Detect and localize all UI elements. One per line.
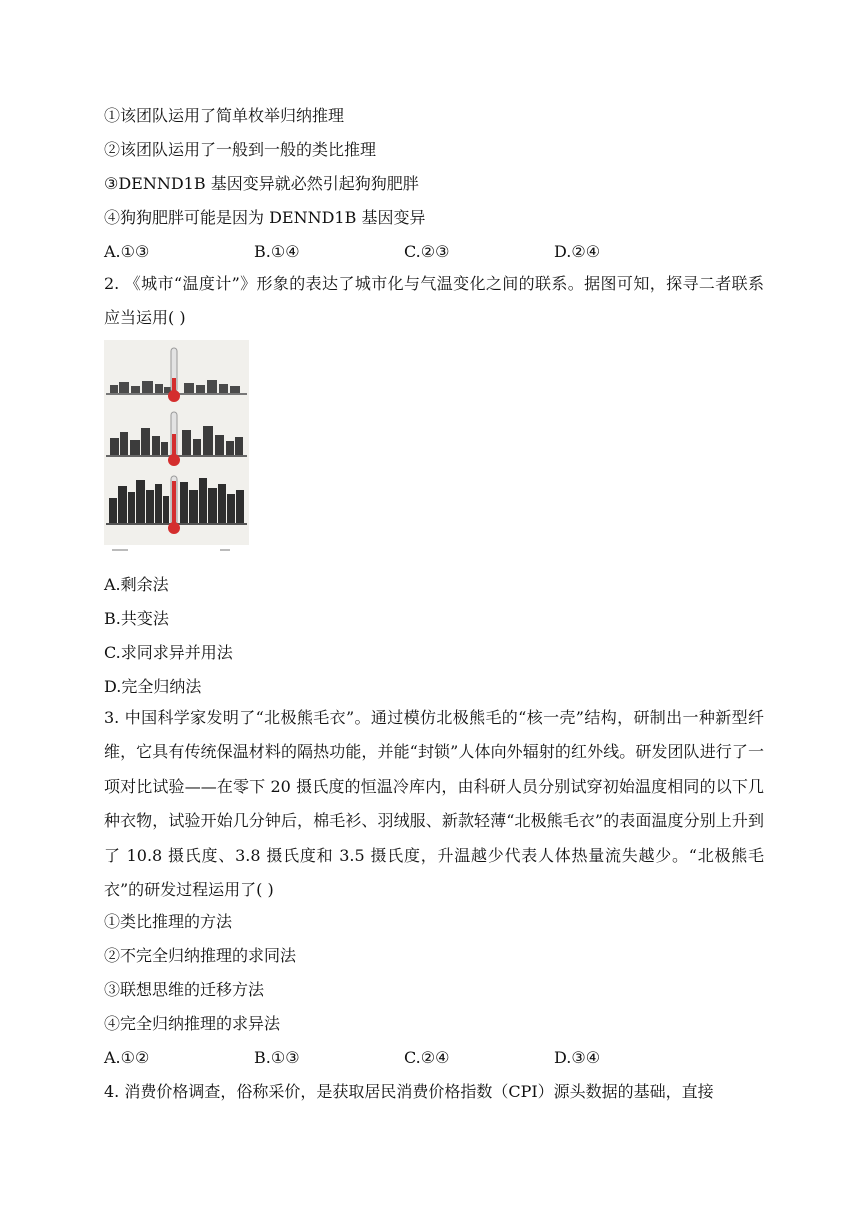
q2-option-a[interactable]: A.剩余法 (104, 575, 169, 594)
q2-option-d[interactable]: D.完全归纳法 (104, 677, 202, 696)
q3-option-d[interactable]: D.③④ (554, 1048, 601, 1067)
q1-item-1: ①该团队运用了简单枚举归纳推理 (104, 106, 345, 125)
q1-item-4: ④狗狗肥胖可能是因为 DENND1B 基因变异 (104, 208, 426, 227)
q1-option-c[interactable]: C.②③ (404, 242, 450, 261)
q2-option-b[interactable]: B.共变法 (104, 609, 169, 628)
q3-item-2: ②不完全归纳推理的求同法 (104, 946, 297, 965)
q3-option-b[interactable]: B.①③ (254, 1048, 300, 1067)
q3-options (104, 1048, 764, 1068)
city-thermometer-illustration (104, 340, 249, 555)
q3-option-a[interactable]: A.①② (104, 1048, 150, 1067)
q3-stem: 3. 中国科学家发明了“北极熊毛衣”。通过模仿北极熊毛的“核一壳”结构，研制出一种新型纤维，它具有传统保温材料的隔热功能，并能“封锁”人体向外辐射的红外线。研发团队进行了一项对比试验——在零下 20 摄氏度的恒温冷库内，由科研人员分别试穿初始温度相同的以下几种衣物，试验开始几分钟后，棉毛衫、羽绒服、新款轻薄“北极熊毛衣”的表面温度分别上升到了 10.8 摄氏度、3.8 摄氏度和 3.5 摄氏度，升温越少代表人体热量流失越少。“北极熊毛衣”的研发过程运用了( ) (104, 708, 764, 900)
city-thermometer-image (104, 340, 249, 555)
q3-option-c[interactable]: C.②④ (404, 1048, 450, 1067)
q3-item-1: ①类比推理的方法 (104, 912, 233, 931)
q4-stem: 4. 消费价格调查，俗称采价，是获取居民消费价格指数（CPI）源头数据的基础，直接 (104, 1082, 714, 1101)
q1-option-b[interactable]: B.①④ (254, 242, 300, 261)
q1-item-3: ③DENND1B 基因变异就必然引起狗狗肥胖 (104, 174, 419, 193)
q2-stem: 2. 《城市“温度计”》形象的表达了城市化与气温变化之间的联系。据图可知，探寻二者联系应当运用( ) (104, 274, 764, 328)
q2-option-c[interactable]: C.求同求异并用法 (104, 643, 233, 662)
q1-item-2: ②该团队运用了一般到一般的类比推理 (104, 140, 377, 159)
q1-options (104, 242, 764, 262)
q1-option-a[interactable]: A.①③ (104, 242, 150, 261)
q3-item-3: ③联想思维的迁移方法 (104, 980, 265, 999)
q3-item-4: ④完全归纳推理的求异法 (104, 1014, 281, 1033)
q1-option-d[interactable]: D.②④ (554, 242, 601, 261)
